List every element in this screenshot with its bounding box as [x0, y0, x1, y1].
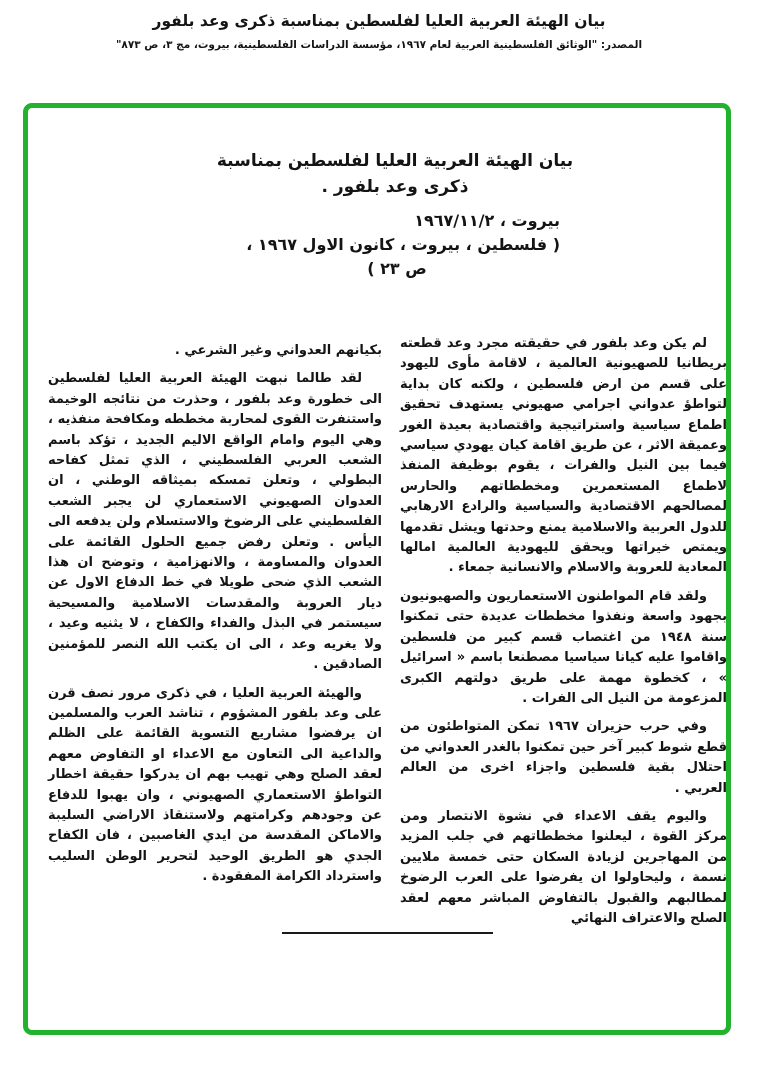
document-frame — [23, 103, 731, 1035]
dateline-publication: ( فلسطين ، بيروت ، كانون الاول ١٩٦٧ ، — [246, 235, 560, 254]
document-title-line-2: ذكرى وعد بلفور . — [321, 177, 469, 197]
column-left — [48, 334, 382, 937]
paragraph: واليوم يقف الاعداء في نشوة الانتصار ومن مركز القوة ، ليعلنوا مخططاتهم في جلب المزيد من المهاجرين لزيادة السكان حتى خمسة ملايين نسمة ، وليحاولوا ان يفرضوا على العرب الرضوخ لمطالبهم والقبول بالتفاوض المباشر معهم لعقد الصلح والاعتراف النهائي — [400, 808, 727, 926]
page-header-source: المصدر: "الوثائق الفلسطينية العربية لعام ١٩٦٧، مؤسسة الدراسات الفلسطينية، بيروت، مج ٣، ص ٨٧٣" — [115, 39, 643, 51]
paragraph: والهيئة العربية العليا ، في ذكرى مرور نصف قرن على وعد بلفور المشؤوم ، تناشد العرب والمسلمين ان يرفضوا مشاريع التسوية القائمة على الظلم والداعية الى التعاون مع الاعداء او التفاوض معهم لعقد الصلح وهي تهيب بهم ان يدركوا حقيقة اخطار التواطؤ الاستعماري الصهيوني ، وان يهبوا للدفاع عن وجودهم وكرامتهم ولاستنقاذ الاراضي السليبة والاماكن المقدسة من ايدي الغاصبين ، فان الكفاح الجدي هو الطريق الوحيد لتحرير الوطن السليب واسترداد الكرامة المفقودة . — [48, 685, 382, 885]
page-header-title: بيان الهيئة العربية العليا لفلسطين بمناسبة ذكرى وعد بلفور — [152, 12, 606, 30]
text-columns — [48, 334, 727, 937]
bottom-divider-line — [282, 932, 493, 934]
paragraph: وفي حرب حزيران ١٩٦٧ تمكن المتواطئون من قطع شوط كبير آخر حين تمكنوا بالغدر العدواني من احتلال بقية فلسطين واجزاء اخرى من العالم العربي . — [400, 719, 727, 796]
document-dateline — [234, 209, 560, 281]
document-title — [46, 148, 744, 200]
dateline-city-date: بيروت ، ١٩٦٧/١١/٢ — [414, 211, 560, 230]
paragraph: لقد طالما نبهت الهيئة العربية العليا لفلسطين الى خطورة وعد بلفور ، وحذرت من نتائجه الوخيمة واستنفرت القوى لمحاربة مخططه ومكافحة منفذيه ، وهي اليوم وامام الواقع الاليم الجديد ، تؤكد باسم الشعب العربي الفلسطيني ، الذي تمثل كفاحه البطولي ، وتعلن تمسكه بميثاقه الوطني ، ان العدوان الصهيوني الاستعماري لن يجبر الشعب الفلسطيني على الرضوخ والاستسلام ولن يدفعه الى اليأس . وتعلن رفض جميع الحلول القائمة على العدوان والمساومة ، والانهزامية ، وتوضح ان هذا الشعب الذي ضحى طويلا في خط الدفاع الاول عن ديار العروبة والمقدسات الاسلامية والمسيحية سيستمر في البذل والفداء والكفاح ، لا يثنيه وعيد ، ولا يغريه وعد ، الى ان يكتب الله النصر للمؤمنين الصادقين . — [48, 371, 382, 673]
column-right — [400, 334, 727, 937]
document-title-line-1: بيان الهيئة العربية العليا لفلسطين بمناسبة — [216, 151, 574, 171]
document-body — [28, 108, 726, 1030]
paragraph: بكيانهم العدواني وغير الشرعي . — [174, 343, 382, 358]
page-header — [0, 12, 758, 51]
paragraph: ولقد قام المواطنون الاستعماريون والصهيونيون بجهود واسعة ونفذوا مخططات عديدة حتى تمكنوا سنة ١٩٤٨ من اغتصاب قسم كبير من فلسطين واقاموا عليه كيانا سياسيا مصطنعا باسم « اسرائيل » ، كخطوة مهمة على طريق دولتهم الكبرى المزعومة من النيل الى الفرات . — [400, 588, 727, 706]
paragraph: لم يكن وعد بلفور في حقيقته مجرد وعد قطعته بريطانيا للصهيونية العالمية ، لاقامة مأوى لليهود على قسم من ارض فلسطين ، ولكنه كان بداية لتواطؤ عدواني اجرامي صهيوني يستهدف تحقيق اطماع سياسية واستراتيجية واقتصادية بعيدة الغور وعميقة الاثر ، عن طريق اقامة كيان يهودي سياسي فيما بين النيل والفرات ، يقوم بوظيفة المنفذ لاطماع المستعمرين ومخططاتهم والحارس لمصالحهم الاقتصادية والسياسية والرادع الارهابي للدول العربية والاسلامية يمنع وحدتها ويشل تقدمها ويمتص خيراتها ويحقق لليهودية العالمية امالها المعادية للعروبة والاسلام والانسانية جمعاء . — [400, 336, 727, 576]
dateline-page-number: ص ٢٣ ) — [367, 259, 427, 278]
